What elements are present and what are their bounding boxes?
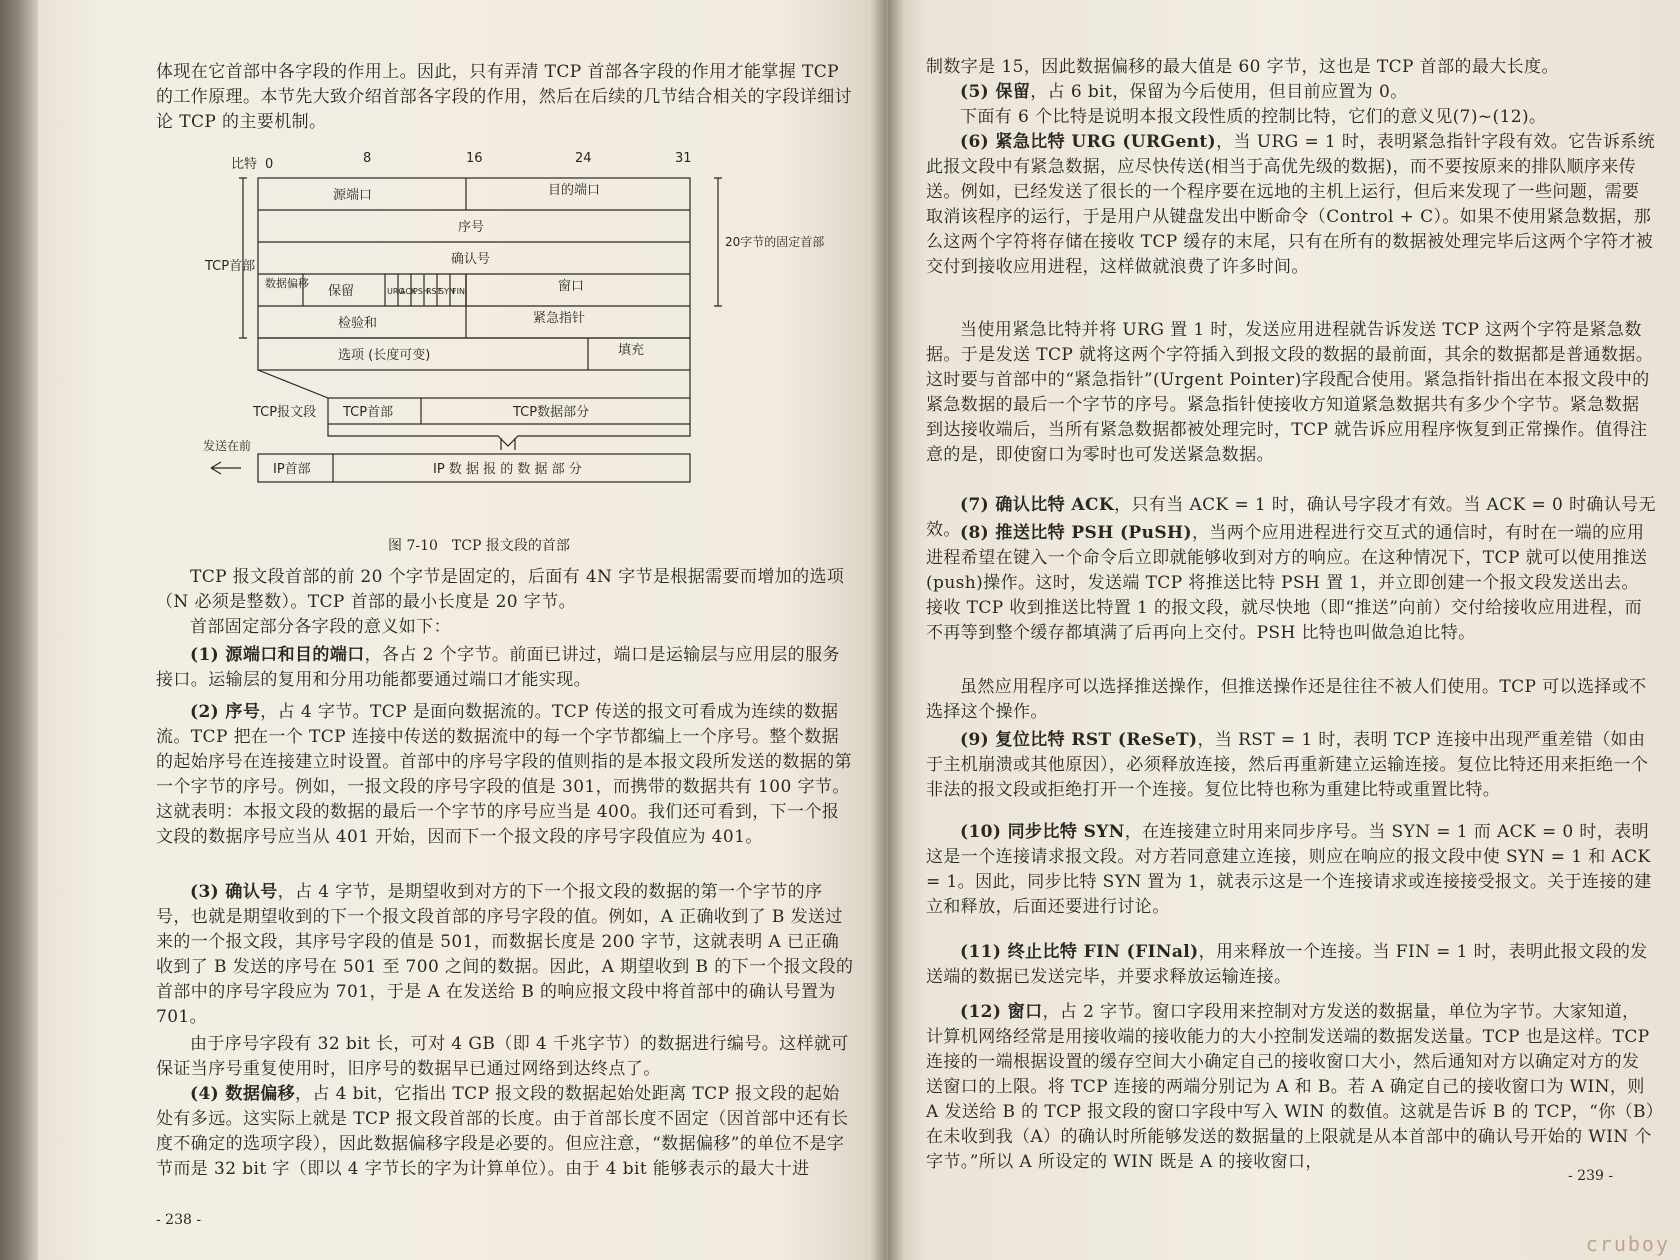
bit-0: 0: [265, 157, 274, 172]
src-port-field: 源端口: [333, 188, 373, 203]
segment-label: TCP报文段: [253, 405, 317, 420]
ack-text: ，占 4 字节，是期望收到对方的下一个报文段的数据的第一个字节的序号，也就是期望收到的下一个报文段首部的序号字段的值。例如，A 正确收到了 B 发送过来的一个报文段，其序号字段的值是 501，而数据长度是 200 字节，这就表明 A 已正确收到了 B 发送的序号在 501 至 700 之间的数据。因此，A 期望收到 B 的下一个报文段的首部中的序号字段应为 701，于是 A 在发送给 B 的响应报文段中将首部中的确认号置为 701。: [156, 882, 854, 1027]
segment-tcp-data: TCP数据部分: [513, 405, 590, 420]
flag-ack: ACK: [400, 287, 417, 296]
flag-rst: RST: [426, 287, 442, 296]
send-first-label: 发送在前: [203, 439, 252, 453]
ack-bit-text: ，只有当 ACK = 1 时，确认号字段才有效。当 ACK = 0 时确认号无效。: [926, 495, 1656, 540]
checksum-field: 检验和: [338, 316, 378, 331]
paragraph-urgent-usage: 当使用紧急比特并将 URG 置 1 时，发送应用进程就告诉发送 TCP 这两个字符是紧急数据。于是发送 TCP 就将这两个字符插入到报文段的数据的最前面，其余的数据都是普通数据。这时要与首部中的“紧急指针”(Urgent Pointer)字段配合使用。紧急指针指出在本报文段中的紧急数据的最后一个字节的序号。紧急指针使接收方知道紧急数据共有多少个字节。紧急数据到达接收端后，当所有紧急数据都被处理完时，TCP 就告诉应用程序恢复到正常操作。值得注意的是，即使窗口为零时也可发送紧急数据。: [926, 320, 1654, 465]
data-offset-text: ，占 4 bit，它指出 TCP 报文段的数据起始处距离 TCP 报文段的起始处有多远。这实际上就是 TCP 报文段首部的长度。由于首部长度不固定（因首部中还有长度不确定的选项字段），因此数据偏移字段是必要的。但应注意，“数据偏移”的单位不是字节而是 32 bit 字（即以 4 字节长的字为计算单位）。由于 4 bit 能够表示的最大十进: [156, 1084, 849, 1179]
paragraph-ack: [156, 880, 856, 1030]
tcp-header-figure: [203, 150, 825, 530]
ip-header: IP首部: [273, 462, 311, 477]
data-offset-heading: (4) 数据偏移: [190, 1084, 296, 1104]
urgent-pointer-field: 紧急指针: [533, 311, 586, 326]
ack-field: 确认号: [451, 252, 491, 267]
watermark: cruboy: [1585, 1232, 1670, 1256]
padding-field: 填充: [618, 343, 645, 358]
flag-psh: PSH: [413, 287, 429, 296]
window-heading: (12) 窗口: [960, 1002, 1043, 1022]
paragraph-ports: [156, 643, 856, 693]
figure-caption: 图 7-10 TCP 报文段的首部: [388, 538, 570, 554]
data-offset-field: 数据偏移: [265, 277, 309, 290]
left-page: [38, 0, 886, 1260]
paragraph-data-offset: [156, 1082, 856, 1182]
urg-text: ，当 URG = 1 时，表明紧急指针字段有效。它告诉系统此报文段中有紧急数据，应尽快传送(相当于高优先级的数据)，而不要按原来的排队顺序来传送。例如，已经发送了很长的一个程序要在远地的主机上运行，但后来发现了一些问题，需要取消该程序的运行，于是用户从键盘发出中断命令（Control + C）。如果不使用紧急数据，那么这两个字符将存储在接收 TCP 缓存的末尾，只有在所有的数据被处理完毕后这两个字符才被交付到接收应用进程，这样做就浪费了许多时间。: [926, 132, 1656, 277]
bits-label: 比特: [231, 157, 258, 172]
paragraph-window: [926, 1000, 1656, 1175]
paragraph-header-length: TCP 报文段首部的前 20 个字节是固定的，后面有 4N 字节是根据需要而增加的选项（N 必须是整数）。TCP 首部的最小长度是 20 字节。: [156, 567, 845, 612]
paragraph-rst: [926, 728, 1656, 803]
window-text: ，占 2 字节。窗口字段用来控制对方发送的数据量，单位为字节。大家知道，计算机网络经常是用接收端的接收能力的大小控制发送端的数据发送量。TCP 也是这样。TCP 连接的一端根据设置的缓存空间大小确定自己的接收窗口大小，然后通知对方以确定对方的发送窗口的上限。将 TCP 连接的两端分别记为 A 和 B。若 A 确定自己的接收窗口为 WIN，则 A 发送给 B 的 TCP 报文段的窗口字段中写入 WIN 的数值。这就是告诉 B 的 TCP，“你（B）在未收到我（A）的确认时所能够发送的数据量的上限就是从本首部中的确认号开始的 WIN 个字节。”所以 A 所设定的 WIN 既是 A 的接收窗口，: [926, 1002, 1655, 1172]
paragraph-fields-intro: 首部固定部分各字段的意义如下：: [190, 617, 451, 637]
bit-24: 24: [575, 151, 592, 166]
page-number-right: - 239 -: [1568, 1168, 1614, 1184]
reserved-heading: (5) 保留: [960, 82, 1031, 102]
paragraph-urg: [926, 130, 1656, 280]
right-page: [888, 0, 1680, 1260]
paragraph-push-usage: 虽然应用程序可以选择推送操作，但推送操作还是往往不被人们使用。TCP 可以选择或不选择这个操作。: [926, 677, 1647, 722]
ports-heading: (1) 源端口和目的端口: [190, 645, 365, 665]
intro-paragraph: 体现在它首部中各字段的作用上。因此，只有弄清 TCP 首部各字段的作用才能掌握 TCP 的工作原理。本节先大致介绍首部各字段的作用，然后在后续的几节结合相关的字段详细讨论 TCP 的主要机制。: [156, 62, 852, 132]
seq-heading: (2) 序号: [190, 702, 261, 722]
paragraph-psh: [926, 521, 1656, 646]
flag-fin: FIN: [452, 287, 465, 296]
ports-text: ，各占 2 个字节。前面已讲过，端口是运输层与应用层的服务接口。运输层的复用和分用功能都要通过端口才能实现。: [156, 645, 840, 690]
bit-16: 16: [466, 151, 483, 166]
ack-bit-heading: (7) 确认比特 ACK: [960, 495, 1115, 515]
paragraph-seq: [156, 700, 856, 850]
dst-port-field: 目的端口: [548, 183, 601, 198]
urg-heading: (6) 紧急比特 URG (URGent): [960, 132, 1217, 152]
paragraph-reserved: [926, 80, 1656, 105]
ip-data: IP 数 据 报 的 数 据 部 分: [433, 462, 582, 477]
psh-text: ，当两个应用进程进行交互式的通信时，有时在一端的应用进程希望在键入一个命令后立即就能够收到对方的响应。在这种情况下，TCP 就可以使用推送(push)操作。这时，发送端 TCP 将推送比特 PSH 置 1，并立即创建一个报文段发送出去。接收 TCP 收到推送比特置 1 的报文段，就尽快地（即“推送”向前）交付给接收应用进程，而不再等到整个缓存都填满了后再向上交付。PSH 比特也叫做急迫比特。: [926, 523, 1648, 643]
page-number-left: - 238 -: [156, 1212, 202, 1228]
rst-heading: (9) 复位比特 RST (ReSeT): [960, 730, 1198, 750]
paragraph-fin: [926, 940, 1656, 990]
syn-heading: (10) 同步比特 SYN: [960, 822, 1125, 842]
window-field: 窗口: [558, 279, 585, 294]
psh-heading: (8) 推送比特 PSH (PuSH): [960, 523, 1192, 543]
fin-heading: (11) 终止比特 FIN (FINal): [960, 942, 1199, 962]
fixed-20-label: 20字节的固定首部: [725, 235, 825, 249]
segment-tcp-header: TCP首部: [343, 405, 394, 420]
syn-text: ，在连接建立时用来同步序号。当 SYN = 1 而 ACK = 0 时，表明这是一个连接请求报文段。对方若同意建立连接，则应在响应的报文段中使 SYN = 1 和 ACK = 1。因此，同步比特 SYN 置为 1，就表示这是一个连接请求或连接接受报文。关于连接的建立和释放，后面还要进行讨论。: [926, 822, 1652, 917]
reserved-text: ，占 6 bit，保留为今后使用，但目前应置为 0。: [1030, 82, 1408, 102]
options-field: 选项 (长度可变): [338, 348, 431, 363]
bit-8: 8: [363, 151, 372, 166]
reserved-field: 保留: [328, 284, 355, 299]
seq-text: ，占 4 字节。TCP 是面向数据流的。TCP 传送的报文可看成为连续的数据流。TCP 把在一个 TCP 连接中传送的数据流中的每一个字节都编上一个序号。整个数据的起始序号在连接建立时设置。首部中的序号字段的值则指的是本报文段所发送的数据的第一个字节的序号。例如，一报文段的序号字段的值是 301，而携带的数据共有 100 字节。这就表明：本报文段的数据的最后一个字节的序号应当是 400。我们还可看到，下一个报文段的数据序号应当从 401 开始，因而下一个报文段的序号字段值应为 401。: [156, 702, 852, 847]
flag-syn: SYN: [439, 287, 455, 296]
paragraph-seq-size: 由于序号字段有 32 bit 长，可对 4 GB（即 4 千兆字节）的数据进行编号。这样就可保证当序号重复使用时，旧序号的数据早已通过网络到达终点了。: [156, 1034, 849, 1079]
tcp-header-side-label: TCP首部: [205, 259, 256, 274]
ack-heading: (3) 确认号: [190, 882, 278, 902]
seq-field: 序号: [458, 220, 485, 235]
paragraph-control-bits: 下面有 6 个比特是说明本报文段性质的控制比特，它们的意义见(7)~(12)。: [960, 107, 1547, 127]
bit-31: 31: [675, 151, 692, 166]
flag-urg: URG: [387, 287, 405, 296]
rst-text: ，当 RST = 1 时，表明 TCP 连接中出现严重差错（如由于主机崩溃或其他原因），必须释放连接，然后再重新建立运输连接。复位比特还用来拒绝一个非法的报文段或拒绝打开一个连接。复位比特也称为重建比特或重置比特。: [926, 730, 1649, 800]
paragraph-syn: [926, 820, 1656, 920]
book-gutter: [870, 0, 904, 1260]
paragraph-max-length: 制数字是 15，因此数据偏移的最大值是 60 字节，这也是 TCP 首部的最大长度。: [926, 57, 1559, 77]
fin-text: ，用来释放一个连接。当 FIN = 1 时，表明此报文段的发送端的数据已发送完毕，并要求释放运输连接。: [926, 942, 1648, 987]
